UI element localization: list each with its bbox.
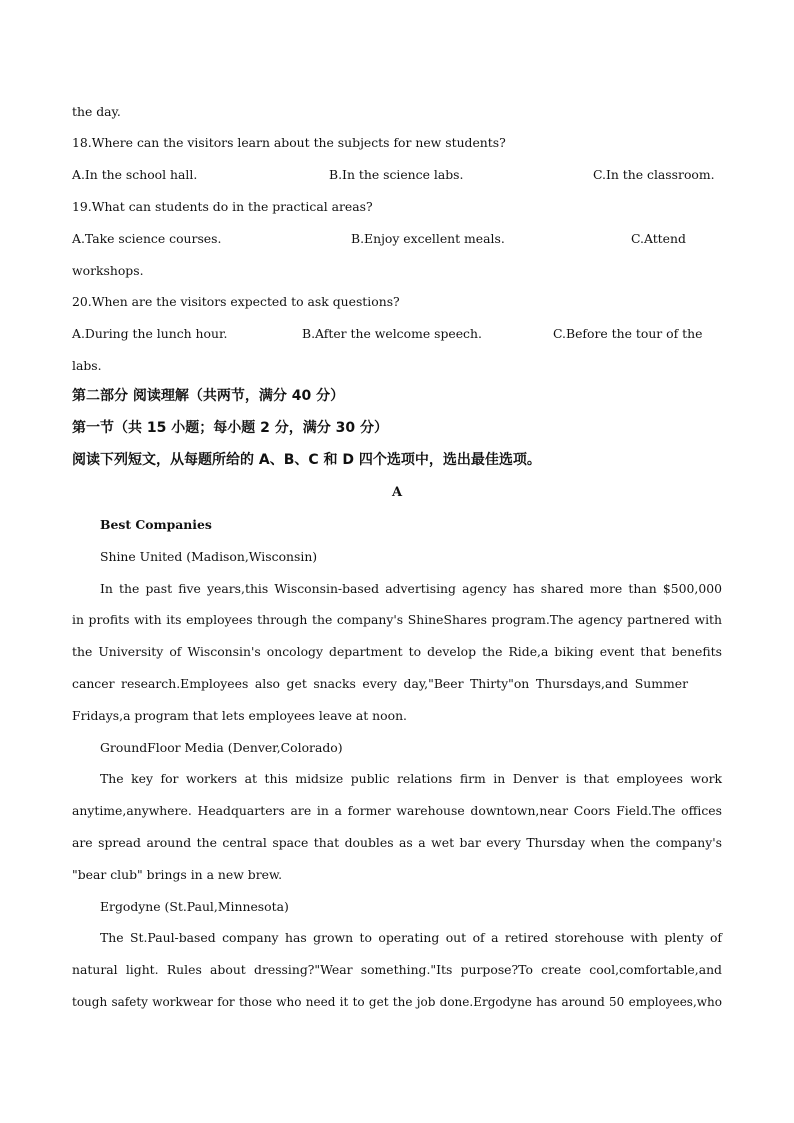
paragraph-line: the University of Wisconsin's oncology department to develop the Ride,a biking event that benefits — [72, 644, 722, 659]
option-20-a: A.During the lunch hour. — [72, 326, 228, 341]
section-heading: 第一节（共 15 小题；每小题 2 分，满分 30 分） — [72, 420, 388, 436]
option-19-b: B.Enjoy excellent meals. — [351, 231, 505, 246]
paragraph-line: "bear club" brings in a new brew. — [72, 867, 283, 882]
option-18-b: B.In the science labs. — [329, 167, 464, 182]
passage-title: Best Companies — [100, 517, 212, 532]
part-heading: 第二部分 阅读理解（共两节，满分 40 分） — [72, 388, 345, 404]
paragraph-line: tough safety workwear for those who need it to get the job done.Ergodyne has around 50 employees,who — [72, 995, 722, 1009]
option-19-c-cont: workshops. — [72, 263, 144, 278]
paragraph-line: Fridays,a program that lets employees leave at noon. — [72, 708, 407, 723]
question-19: 19.What can students do in the practical areas? — [72, 199, 373, 214]
company-heading: Shine United (Madison,Wisconsin) — [100, 549, 318, 564]
paragraph-line: The key for workers at this midsize public relations firm in Denver is that employees work — [100, 771, 722, 786]
option-18-c: C.In the classroom. — [593, 167, 715, 182]
paragraph-line: The St.Paul-based company has grown to operating out of a retired storehouse with plenty of — [100, 930, 722, 945]
paragraph-line: In the past five years,this Wisconsin-based advertising agency has shared more than $500,000 — [100, 581, 722, 596]
paragraph-line: natural light. Rules about dressing?"Wear something."Its purpose?To create cool,comfortable,and — [72, 962, 722, 977]
option-20-c: C.Before the tour of the — [553, 326, 703, 341]
question-18: 18.Where can the visitors learn about the subjects for new students? — [72, 135, 506, 150]
paragraph-line: anytime,anywhere. Headquarters are in a former warehouse downtown,near Coors Field.The offices — [72, 803, 722, 818]
company-heading: GroundFloor Media (Denver,Colorado) — [100, 740, 343, 755]
instructions: 阅读下列短文，从每题所给的 A、B、C 和 D 四个选项中，选出最佳选项。 — [72, 452, 541, 468]
company-heading: Ergodyne (St.Paul,Minnesota) — [100, 899, 289, 914]
text-line: the day. — [72, 104, 121, 119]
paragraph-line: cancer research.Employees also get snacks every day,"Beer Thirty"on Thursdays,and Summer — [72, 676, 688, 691]
question-20: 20.When are the visitors expected to ask questions? — [72, 294, 400, 309]
option-19-c: C.Attend — [631, 231, 686, 246]
option-19-a: A.Take science courses. — [72, 231, 222, 246]
option-18-a: A.In the school hall. — [72, 167, 198, 182]
paragraph-line: are spread around the central space that doubles as a wet bar every Thursday when the company's — [72, 835, 722, 850]
option-20-b: B.After the welcome speech. — [302, 326, 482, 341]
paragraph-line: in profits with its employees through the company's ShineShares program.The agency partnered with — [72, 612, 722, 627]
passage-label: A — [391, 485, 403, 500]
option-20-c-cont: labs. — [72, 358, 102, 373]
